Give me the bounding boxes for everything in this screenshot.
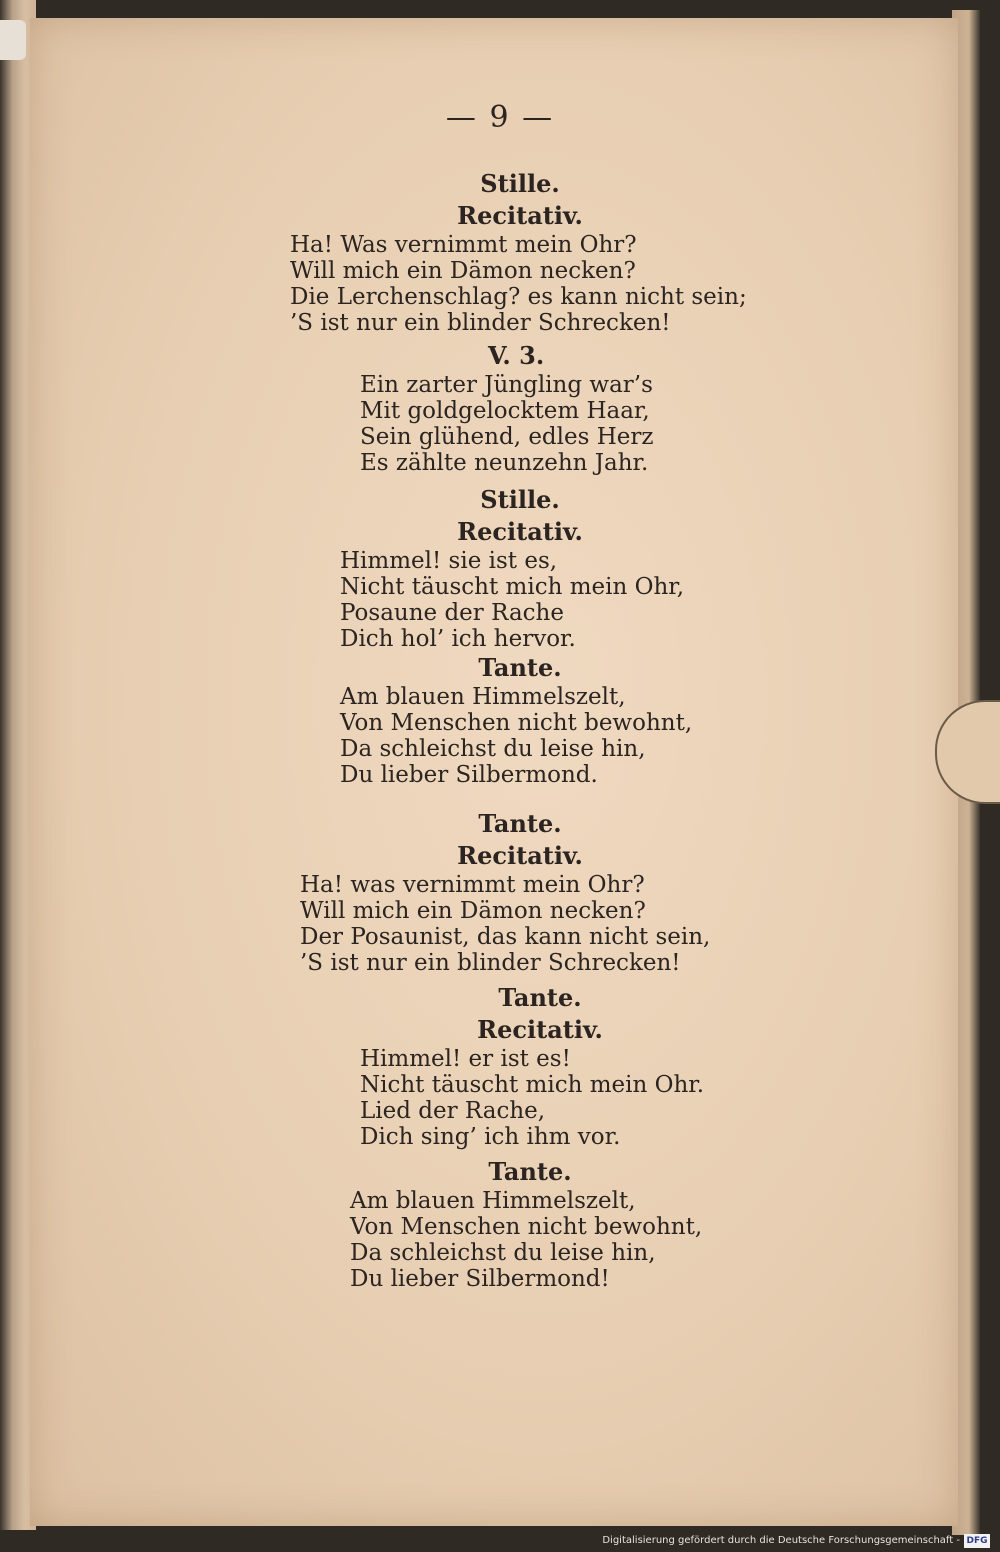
stanza-heading: V. 3. (488, 341, 545, 370)
page-number: — 9 — (445, 100, 555, 135)
stanza-heading: Stille. (480, 169, 560, 198)
verse-line: Der Posaunist, das kann nicht sein, (300, 924, 711, 950)
stanza-heading: Recitativ. (457, 841, 583, 870)
verse-line: Die Lerchenschlag? es kann nicht sein; (290, 284, 747, 310)
stanza-5 (300, 808, 740, 976)
stanza-heading: Tante. (478, 653, 562, 682)
stanza-7 (350, 1156, 710, 1292)
dfg-logo: DFG (964, 1534, 990, 1548)
stanza-heading: Recitativ. (457, 201, 583, 230)
stanza-heading: Tante. (488, 1157, 572, 1186)
verse-line: Himmel! er ist es! (360, 1046, 571, 1072)
stanza-heading: Recitativ. (477, 1015, 603, 1044)
stanza-2 (360, 340, 680, 476)
verse-line: Posaune der Rache (340, 600, 564, 626)
verse-line: ’S ist nur ein blinder Schrecken! (290, 310, 671, 336)
verse-line: Sein glühend, edles Herz (360, 424, 654, 450)
stanza-heading: Tante. (478, 809, 562, 838)
verse-line: Da schleichst du leise hin, (340, 736, 646, 762)
verse-line: Von Menschen nicht bewohnt, (350, 1214, 703, 1240)
verse-line: Du lieber Silbermond. (340, 762, 598, 788)
verse-line: Will mich ein Dämon necken? (300, 898, 646, 924)
verse-line: Dich hol’ ich hervor. (340, 626, 576, 652)
verse-line: Lied der Rache, (360, 1098, 546, 1124)
verse-line: Dich sing’ ich ihm vor. (360, 1124, 621, 1150)
stanza-6 (360, 982, 720, 1150)
verse-line: Es zählte neunzehn Jahr. (360, 450, 649, 476)
verse-line: Will mich ein Dämon necken? (290, 258, 636, 284)
verse-line: Von Menschen nicht bewohnt, (340, 710, 693, 736)
verse-line: Am blauen Himmelszelt, (340, 684, 626, 710)
verse-line: Mit goldgelocktem Haar, (360, 398, 650, 424)
stanza-heading: Tante. (498, 983, 582, 1012)
verse-line: Himmel! sie ist es, (340, 548, 558, 574)
stanza-heading: Recitativ. (457, 517, 583, 546)
verse-line: Du lieber Silbermond! (350, 1266, 610, 1292)
stanza-1 (290, 168, 750, 336)
verse-line: Am blauen Himmelszelt, (350, 1188, 636, 1214)
verse-line: ’S ist nur ein blinder Schrecken! (300, 950, 681, 976)
verse-line: Nicht täuscht mich mein Ohr, (340, 574, 685, 600)
binding-tape (0, 20, 26, 60)
stanza-heading: Stille. (480, 485, 560, 514)
stanza-3 (340, 484, 700, 652)
verse-line: Ha! Was vernimmt mein Ohr? (290, 232, 637, 258)
stanza-4 (340, 652, 700, 788)
verse-line: Da schleichst du leise hin, (350, 1240, 656, 1266)
verse-line: Ein zarter Jüngling war’s (360, 372, 653, 398)
funding-credit: Digitalisierung gefördert durch die Deutsche Forschungsgemeinschaft - (602, 1535, 960, 1546)
verse-line: Ha! was vernimmt mein Ohr? (300, 872, 645, 898)
verse-line: Nicht täuscht mich mein Ohr. (360, 1072, 705, 1098)
